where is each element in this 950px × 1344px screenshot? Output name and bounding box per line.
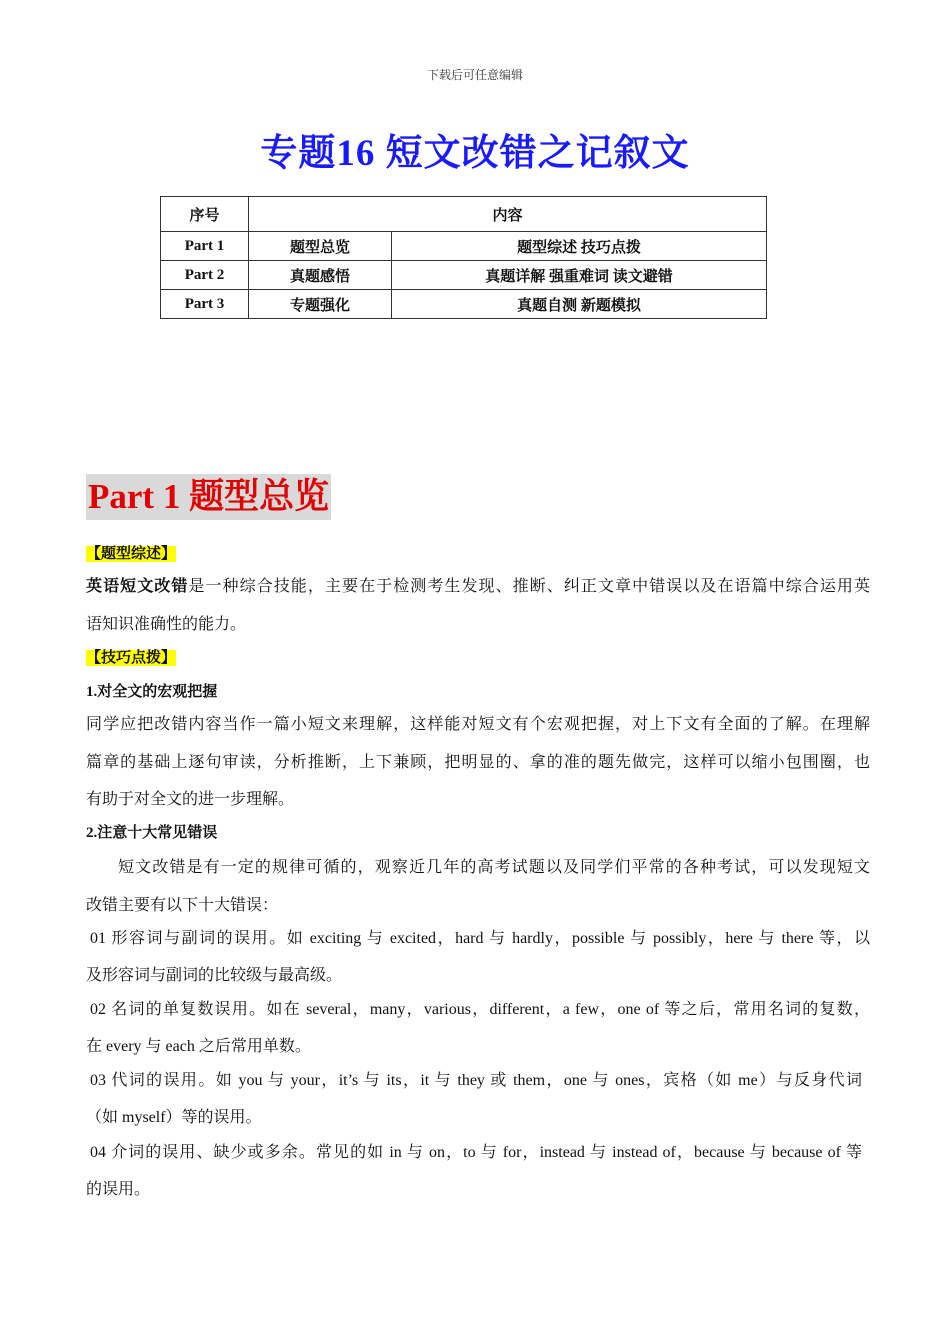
toc-cell-detail: 题型综述 技巧点拨 <box>392 232 767 261</box>
tip2-line-1: 短文改错是有一定的规律可循的，观察近几年的高考试题以及同学们平常的各种考试，可以发现短文 <box>118 859 870 876</box>
list-item-2-line-1: 02 名词的单复数误用。如在 several，many，various，different，a few，one of 等之后，常用名词的复数， <box>90 1001 870 1018</box>
toc-cell-section: 题型总览 <box>249 232 392 261</box>
toc-row <box>161 232 767 261</box>
toc-cell-part: Part 2 <box>161 261 249 290</box>
toc-table <box>160 196 767 319</box>
toc-cell-detail: 真题详解 强重难词 读文避错 <box>392 261 767 290</box>
header-note: 下载后可任意编辑 <box>426 68 523 82</box>
tips-tag: 【技巧点拨】 <box>86 650 177 666</box>
list-item-3-line-2: （如 myself）等的误用。 <box>86 1109 262 1126</box>
page-title: 专题16 短文改错之记叙文 <box>260 133 690 174</box>
list-item-3-line-1: 03 代词的误用。如 you 与 your，it’s 与 its，it 与 they 或 them，one 与 ones，宾格（如 me）与反身代词 <box>90 1072 862 1089</box>
tip1-line-3: 有助于对全文的进一步理解。 <box>86 791 295 808</box>
toc-row <box>161 290 767 319</box>
overview-tag-line <box>86 544 870 564</box>
part1-title: Part 1 题型总览 <box>86 474 331 520</box>
tips-tag-line <box>86 648 870 668</box>
list-item-1-line-2: 及形容词与副词的比较级与最高级。 <box>86 967 343 984</box>
toc-cell-detail: 真题自测 新题模拟 <box>392 290 767 319</box>
tip1-line-2: 篇章的基础上逐句审读，分析推断，上下兼顾，把明显的、拿的准的题先做完，这样可以缩小包围圈，也 <box>86 754 870 771</box>
toc-cell-part: Part 3 <box>161 290 249 319</box>
list-item-4-line-2: 的误用。 <box>86 1181 151 1198</box>
overview-tag: 【题型综述】 <box>86 546 177 562</box>
overview-line-1 <box>86 577 870 597</box>
toc-header-index: 序号 <box>161 197 249 232</box>
toc-row <box>161 261 767 290</box>
toc-cell-section: 真题感悟 <box>249 261 392 290</box>
overview-line-2: 语知识准确性的能力。 <box>86 616 247 633</box>
tip1-line-1: 同学应把改错内容当作一篇小短文来理解，这样能对短文有个宏观把握，对上下文有全面的了解。在理解 <box>86 716 870 733</box>
list-item-2-line-2: 在 every 与 each 之后常用单数。 <box>86 1038 311 1055</box>
tip1-heading: 1.对全文的宏观把握 <box>86 684 218 700</box>
toc-cell-section: 专题强化 <box>249 290 392 319</box>
list-item-1-line-1: 01 形容词与副词的误用。如 exciting 与 excited，hard 与 hardly，possible 与 possibly，here 与 there 等，以 <box>90 930 870 947</box>
toc-header-row <box>161 197 767 232</box>
tip2-heading: 2.注意十大常见错误 <box>86 825 218 841</box>
overview-bold-term: 英语短文改错 <box>86 578 189 595</box>
tip2-line-2: 改错主要有以下十大错误： <box>86 897 279 914</box>
overview-line-1-text: 是一种综合技能，主要在于检测考生发现、推断、纠正文章中错误以及在语篇中综合运用英 <box>188 578 870 595</box>
list-item-4-line-1: 04 介词的误用、缺少或多余。常见的如 in 与 on，to 与 for，instead 与 instead of，because 与 because of 等 <box>90 1144 862 1161</box>
toc-cell-part: Part 1 <box>161 232 249 261</box>
toc-header-content: 内容 <box>249 197 767 232</box>
